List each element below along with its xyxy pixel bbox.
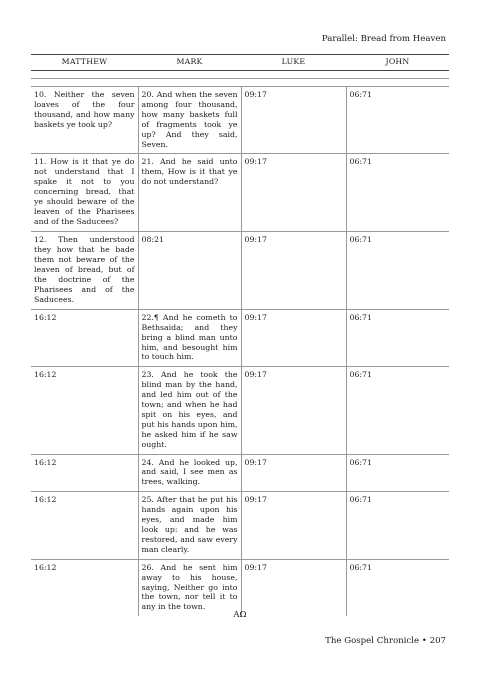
- cell-matthew: 16:12: [31, 492, 138, 559]
- cell-matthew: 16:12: [31, 367, 138, 454]
- cell-matthew: 16:12: [31, 309, 138, 367]
- cell-john: 06:71: [346, 367, 449, 454]
- table-row: [31, 309, 449, 367]
- column-header-mark: MARK: [176, 57, 203, 66]
- table-row: [31, 559, 449, 616]
- cell-mark: 25. After that he put his hands again upon his eyes, and made him look up: and he was restored, and saw every man clearly.: [138, 492, 241, 559]
- cell-mark: 22.¶ And he cometh to Bethsaida; and they bring a blind man unto him, and besought him to touch him.: [138, 309, 241, 367]
- cell-matthew: 16:12: [31, 454, 138, 492]
- table-row: [31, 454, 449, 492]
- table-row: [31, 367, 449, 454]
- cell-mark: 26. And he sent him away to his house, saying, Neither go into the town, nor tell it to any in the town.: [138, 559, 241, 616]
- cell-mark: 24. And he looked up, and said, I see men as trees, walking.: [138, 454, 241, 492]
- cell-matthew: 10. Neither the seven loaves of the four thousand, and how many baskets ye took up?: [31, 87, 138, 154]
- page-break-mark: ΑΩ: [233, 610, 247, 620]
- cell-luke: 09:17: [241, 232, 346, 309]
- table-row: [31, 492, 449, 559]
- cell-luke: 09:17: [241, 367, 346, 454]
- table-row: [31, 232, 449, 309]
- cell-luke: 09:17: [241, 454, 346, 492]
- header-rule: [31, 78, 449, 79]
- cell-matthew: 16:12: [31, 559, 138, 616]
- cell-mark: 21. And he said unto them, How is it that ye do not understand?: [138, 154, 241, 232]
- cell-john: 06:71: [346, 559, 449, 616]
- running-head: Parallel: Bread from Heaven: [321, 34, 446, 44]
- column-header-matthew: MATTHEW: [61, 57, 108, 66]
- cell-luke: 09:17: [241, 309, 346, 367]
- cell-john: 06:71: [346, 154, 449, 232]
- column-header-luke: LUKE: [281, 57, 306, 66]
- cell-john: 06:71: [346, 454, 449, 492]
- cell-luke: 09:17: [241, 492, 346, 559]
- table-row: [31, 154, 449, 232]
- cell-matthew: 12. Then understood they how that he bade them not beware of the leaven of bread, but of the doctrine of the Pharisees and of the Saducees.: [31, 232, 138, 309]
- cell-mark: 23. And he took the blind man by the hand, and led him out of the town; and when he had spit on his eyes, and put his hands upon him, he asked him if he saw ought.: [138, 367, 241, 454]
- cell-john: 06:71: [346, 492, 449, 559]
- parallel-table: [31, 86, 449, 616]
- cell-john: 06:71: [346, 87, 449, 154]
- column-header-john: JOHN: [385, 57, 410, 66]
- table-row: [31, 87, 449, 154]
- cell-luke: 09:17: [241, 87, 346, 154]
- cell-mark: 08:21: [138, 232, 241, 309]
- column-header-row: [31, 54, 449, 71]
- cell-luke: 09:17: [241, 559, 346, 616]
- page-footer: The Gospel Chronicle • 207: [325, 636, 446, 646]
- cell-john: 06:71: [346, 232, 449, 309]
- cell-luke: 09:17: [241, 154, 346, 232]
- cell-matthew: 11. How is it that ye do not understand that I spake it not to you concerning bread, that ye should beware of the leaven of the Pharisees and of the Saducees?: [31, 154, 138, 232]
- cell-mark: 20. And when the seven among four thousand, how many baskets full of fragments took ye up? And they said, Seven.: [138, 87, 241, 154]
- cell-john: 06:71: [346, 309, 449, 367]
